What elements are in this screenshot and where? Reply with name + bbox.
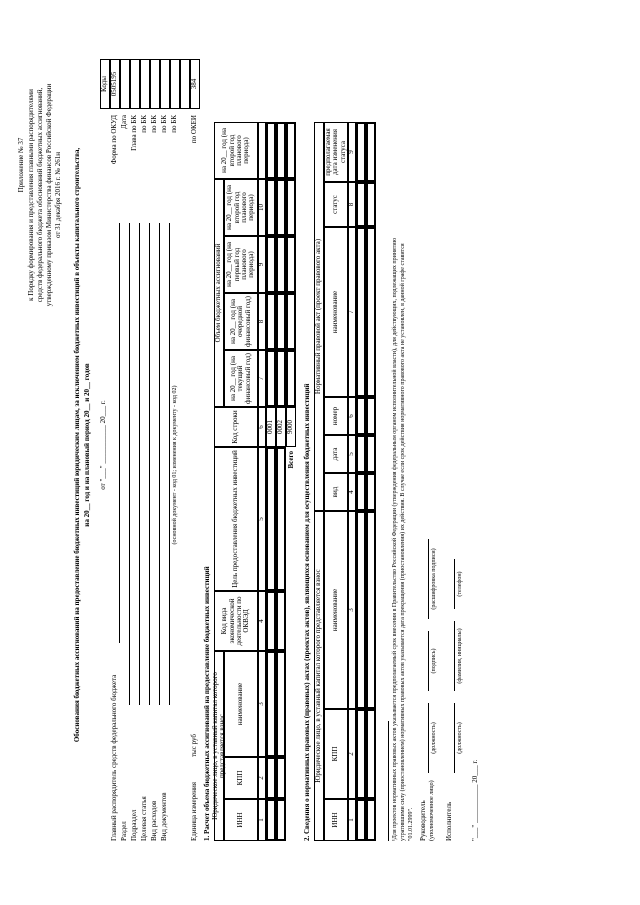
s2-num-1: 1 <box>348 799 356 841</box>
s1-year3b-header: на 20__ год (на второй год планового периода) <box>224 179 258 236</box>
document-date: от "___" ___________ 20___ г. <box>99 400 107 490</box>
s2-type-header: вид <box>324 473 348 511</box>
s1-total-y1 <box>286 350 296 407</box>
s2-row1-kpp <box>356 709 366 799</box>
s2-row1-due <box>356 122 366 182</box>
s1-year2-header: на 20__ год (на очередной финансовый год) <box>224 293 258 350</box>
s2-row1-name <box>356 511 366 709</box>
codes-header: Коды <box>100 59 110 109</box>
head-signature-line <box>428 631 429 691</box>
field-line-6 <box>169 223 170 705</box>
s2-num-4: 4 <box>348 473 356 511</box>
executor-phone-caption: (телефон) <box>457 571 463 597</box>
header-line-4: от 31 декабря 2016 г. № 261н <box>54 151 62 239</box>
s1-total-y5 <box>286 122 296 179</box>
s1-okved-header: Код вида экономической деятельности по ОКВЭД <box>214 591 258 651</box>
s2-inn-header: ИНН <box>324 799 348 841</box>
s2-row1-date <box>356 435 366 473</box>
s1-num-10: 10 <box>258 179 266 236</box>
s2-num-3: 3 <box>348 511 356 709</box>
s2-row1-number <box>356 397 366 435</box>
s2-num-7: 7 <box>348 227 356 397</box>
bk-label-5: по БК <box>170 115 178 133</box>
s2-due-header: предполагаемая дата изменения статуса <box>324 122 348 182</box>
okei-value: 384 <box>190 59 200 109</box>
s2-name-header: наименование <box>324 511 348 709</box>
s1-row1-y5 <box>266 122 276 179</box>
document-type-note: (основной документ - код 01; изменения к документу - код 02) <box>172 385 178 545</box>
s1-num-10b <box>258 122 266 179</box>
s2-num-2: 2 <box>348 709 356 799</box>
head-position-caption: (должность) <box>431 722 437 754</box>
bk-code-cell-4 <box>160 59 170 109</box>
s2-num-8: 8 <box>348 182 356 227</box>
s1-row-code-header: Код строки <box>214 407 258 447</box>
s2-row2-date <box>366 435 376 473</box>
s2-kpp-header: КПП <box>324 709 348 799</box>
s2-row1-inn <box>356 799 366 841</box>
executor-phone-line <box>454 559 455 609</box>
bk-code-cell-3 <box>150 59 160 109</box>
footnote-line-1: ¹Для проектов нормативных правовых актов указывается предполагаемый срок внесения в Правительство Российской Федерации (утверждения федеральным органом исполнительной власти), для действующих, подлежащих принятию <box>392 237 398 841</box>
s1-num-4: 4 <box>258 591 266 651</box>
s2-entity-header: Юридическое лицо, в уставный капитал которого представляется взнос <box>314 511 324 841</box>
s1-row2-code: 0002 <box>276 407 286 447</box>
okei-label: по ОКЕИ <box>190 115 198 144</box>
signature-date: "___" ___________ 20___ г. <box>471 759 479 841</box>
s2-row2-kpp <box>366 709 376 799</box>
s2-act-name-header: наименование <box>324 227 348 397</box>
s1-row2-y3 <box>276 236 286 293</box>
executor-position-line <box>454 703 455 773</box>
s2-num-9: 9 <box>348 122 356 182</box>
s2-row2-type <box>366 473 376 511</box>
s1-num-1: 1 <box>258 799 266 841</box>
s2-row2-inn <box>366 799 376 841</box>
s1-row2-inn <box>276 799 286 841</box>
s1-inn-header: ИНН <box>224 799 258 841</box>
s2-act-header: Нормативный правовой акт (проект правового акта) <box>314 122 324 511</box>
head-decoding-caption: (расшифровка подписи) <box>431 548 437 610</box>
s1-volume-header: Объем бюджетных ассигнований <box>214 179 224 407</box>
s2-row1-status <box>356 182 366 227</box>
field-line-5 <box>159 223 160 705</box>
footnote-line-3: "01.01.2999". <box>408 807 414 841</box>
s1-entity-header: Юридическое лицо, в уставный капитал которого представляется взнос <box>214 651 224 841</box>
head-signature-caption: (подпись) <box>431 648 437 674</box>
footnote-line-2: утратившими силу (приостановлением) нормативных правовых актов указывается дата прекращения (приостановления) их действия. В случае если срок действия нормативного правового акта не установлен, в данной графе ставится <box>400 243 406 841</box>
s1-row1-okved <box>266 591 276 651</box>
field-subsection: Подраздел <box>130 809 138 841</box>
field-main-manager: Главный распорядитель средств федерального бюджета <box>110 674 118 841</box>
s1-total-y2 <box>286 293 296 350</box>
s1-num-5: 5 <box>258 447 266 591</box>
s1-row2-y4 <box>276 179 286 236</box>
bk-label-4: по БК <box>160 115 168 133</box>
field-line-2 <box>129 223 130 705</box>
footnote-separator <box>388 721 389 841</box>
doc-type-code-cell <box>180 59 190 109</box>
s1-row1-y2 <box>266 293 276 350</box>
s1-row1-y4 <box>266 179 276 236</box>
s1-kpp-header: КПП <box>224 757 258 799</box>
s1-num-6: 6 <box>258 407 266 447</box>
s1-year3-header: на 20__ год (на первый год планового периода) <box>224 236 258 293</box>
s1-row2-y2 <box>276 293 286 350</box>
s2-row2-number <box>366 397 376 435</box>
s2-num-5: 5 <box>348 435 356 473</box>
s1-row2-name <box>276 651 286 757</box>
s1-row1-kpp <box>266 757 276 799</box>
s1-row2-okved <box>276 591 286 651</box>
s1-row2-kpp <box>276 757 286 799</box>
s2-row1-type <box>356 473 366 511</box>
s1-row1-code: 0001 <box>266 407 276 447</box>
s1-num-8: 8 <box>258 293 266 350</box>
field-line-3 <box>139 223 140 705</box>
bk-code-cell-1 <box>130 59 140 109</box>
field-line-4 <box>149 223 150 705</box>
field-expense-type: Вид расходов <box>150 800 158 841</box>
head-sub-label: (уполномоченное лицо) <box>429 780 435 841</box>
s2-row2-status <box>366 182 376 227</box>
appendix-number: Приложение № 37 <box>17 137 25 193</box>
bk-label-3: по БК <box>150 115 158 133</box>
unit-label: Единица измерения <box>190 782 198 841</box>
s1-row1-y3 <box>266 236 276 293</box>
executor-name-caption: (фамилия, инициалы) <box>457 628 463 684</box>
s1-num-9: 9 <box>258 236 266 293</box>
s1-name-header: наименование <box>224 651 258 757</box>
s2-date-header: дата <box>324 435 348 473</box>
s2-row2-act-name <box>366 227 376 397</box>
s1-total-y4 <box>286 179 296 236</box>
s2-num-6: 6 <box>348 397 356 435</box>
section-1-title: 1. Расчет объема бюджетных ассигнований на предоставление бюджетных инвестиций <box>203 566 211 841</box>
s1-row1-purpose <box>266 447 276 591</box>
bk-code-cell-2 <box>140 59 150 109</box>
header-line-3: утвержденному приказом Министерства финансов Российской Федерации <box>45 83 53 307</box>
s1-year4-header: на 20__ год (на второй год планового периода) <box>214 122 258 179</box>
header-line-2: средств федерального бюджета обоснований бюджетных ассигнований, <box>36 87 44 303</box>
header-line-1: к Порядку формирования и представления главными распорядителями <box>27 89 35 301</box>
s1-year1-header: на 20__ год (на текущий финансовый год) <box>224 350 258 407</box>
executor-position-caption: (должность) <box>457 722 463 754</box>
s1-row2-y5 <box>276 122 286 179</box>
s1-num-3: 3 <box>258 651 266 757</box>
okud-value: 0505195 <box>110 59 120 109</box>
s2-status-header: статус <box>324 182 348 227</box>
head-label: Руководитель <box>419 800 427 841</box>
s1-row2-y1 <box>276 350 286 407</box>
s2-row2-due <box>366 122 376 182</box>
bk-label-1: Глава по БК <box>130 115 138 151</box>
bk-label-2: по БК <box>140 115 148 133</box>
document-title-period: на 20__ год и на плановый период 20__ и 20__ годов <box>83 363 91 527</box>
executor-name-line <box>454 621 455 691</box>
head-decoding-line <box>428 539 429 619</box>
s1-row2-purpose <box>276 447 286 591</box>
s1-row1-name <box>266 651 276 757</box>
head-position-line <box>428 703 429 773</box>
s1-total-y3 <box>286 236 296 293</box>
okud-label: Форма по ОКУД <box>110 115 118 165</box>
bk-code-cell-5 <box>170 59 180 109</box>
s1-num-7: 7 <box>258 350 266 407</box>
s2-row1-act-name <box>356 227 366 397</box>
section-2-title: 2. Сведения о нормативных правовых (правовых) актах (проектах актов), являющихся основанием для осуществления бюджетных инвестиций <box>303 383 311 841</box>
s1-purpose-header: Цель предоставления бюджетных инвестиций <box>214 447 258 591</box>
s1-num-2: 2 <box>258 757 266 799</box>
field-line-1 <box>119 223 120 643</box>
unit-value: тыс руб <box>190 734 198 757</box>
date-label: Дата <box>120 115 128 129</box>
s2-number-header: номер <box>324 397 348 435</box>
s1-row1-y1 <box>266 350 276 407</box>
field-target-article: Целевая статья <box>140 796 148 841</box>
s1-total-label: Всего <box>287 451 295 469</box>
document-title: Обоснования бюджетных ассигнований на предоставление бюджетных инвестиций юридическим лицам, за исключением бюджетных инвестиций в объекты капитального строительства, <box>73 147 81 743</box>
executor-label: Исполнитель <box>445 801 453 841</box>
s1-total-code: 9000 <box>286 407 296 447</box>
s1-row1-inn <box>266 799 276 841</box>
field-document-type: Вид документов <box>160 792 168 841</box>
field-section: Раздел <box>120 821 128 841</box>
date-code-cell <box>120 59 130 109</box>
s2-row2-name <box>366 511 376 709</box>
